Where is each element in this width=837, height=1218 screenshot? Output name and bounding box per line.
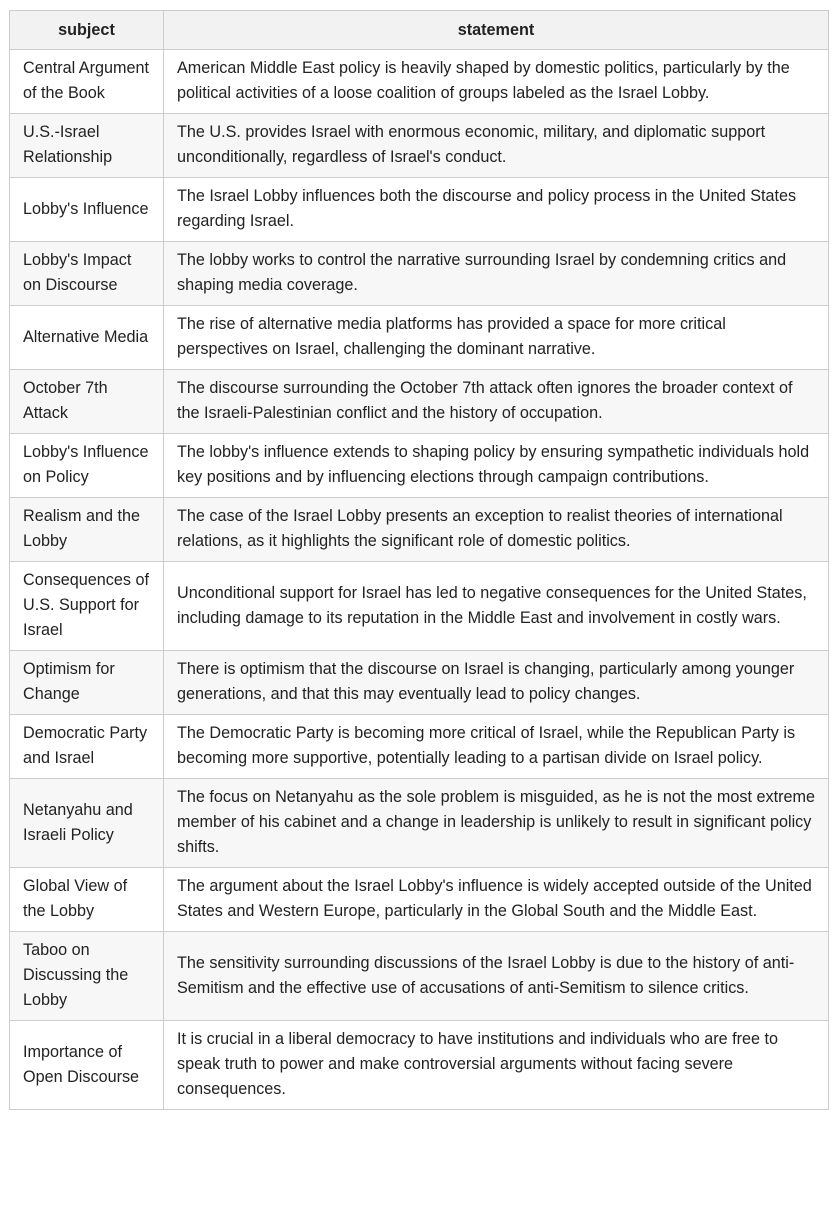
table-row xyxy=(10,178,829,242)
subject-statement-table xyxy=(9,10,829,1110)
subject-cell: Global View of the Lobby xyxy=(10,868,164,932)
statement-cell: Unconditional support for Israel has led to negative consequences for the United States, including damage to its reputation in the Middle East and involvement in costly wars. xyxy=(164,562,829,651)
statement-cell: The sensitivity surrounding discussions of the Israel Lobby is due to the history of anti-Semitism and the effective use of accusations of anti-Semitism to silence critics. xyxy=(164,932,829,1021)
table-row xyxy=(10,1021,829,1110)
statement-cell: The U.S. provides Israel with enormous economic, military, and diplomatic support unconditionally, regardless of Israel's conduct. xyxy=(164,114,829,178)
column-header-statement: statement xyxy=(164,11,829,50)
subject-cell: Optimism for Change xyxy=(10,651,164,715)
statement-cell: The lobby's influence extends to shaping policy by ensuring sympathetic individuals hold key positions and by influencing elections through campaign contributions. xyxy=(164,434,829,498)
statement-cell: It is crucial in a liberal democracy to have institutions and individuals who are free to speak truth to power and make controversial arguments without facing severe consequences. xyxy=(164,1021,829,1110)
statement-cell: The rise of alternative media platforms has provided a space for more critical perspectives on Israel, challenging the dominant narrative. xyxy=(164,306,829,370)
statement-cell: There is optimism that the discourse on Israel is changing, particularly among younger generations, and that this may eventually lead to policy changes. xyxy=(164,651,829,715)
table-row xyxy=(10,50,829,114)
statement-cell: The lobby works to control the narrative surrounding Israel by condemning critics and shaping media coverage. xyxy=(164,242,829,306)
subject-cell: Realism and the Lobby xyxy=(10,498,164,562)
subject-cell: Central Argument of the Book xyxy=(10,50,164,114)
subject-cell: Importance of Open Discourse xyxy=(10,1021,164,1110)
table-row xyxy=(10,114,829,178)
statement-cell: The focus on Netanyahu as the sole problem is misguided, as he is not the most extreme member of his cabinet and a change in leadership is unlikely to result in significant policy shifts. xyxy=(164,779,829,868)
statement-cell: The Democratic Party is becoming more critical of Israel, while the Republican Party is becoming more supportive, potentially leading to a partisan divide on Israel policy. xyxy=(164,715,829,779)
subject-cell: Lobby's Influence xyxy=(10,178,164,242)
subject-cell: U.S.-Israel Relationship xyxy=(10,114,164,178)
header-row xyxy=(10,11,829,50)
statement-cell: The Israel Lobby influences both the discourse and policy process in the United States regarding Israel. xyxy=(164,178,829,242)
statement-cell: The discourse surrounding the October 7th attack often ignores the broader context of the Israeli-Palestinian conflict and the history of occupation. xyxy=(164,370,829,434)
table-row xyxy=(10,306,829,370)
table-row xyxy=(10,370,829,434)
table-row xyxy=(10,932,829,1021)
subject-cell: Lobby's Influence on Policy xyxy=(10,434,164,498)
statement-cell: The argument about the Israel Lobby's influence is widely accepted outside of the United States and Western Europe, particularly in the Global South and the Middle East. xyxy=(164,868,829,932)
table-row xyxy=(10,651,829,715)
subject-cell: Taboo on Discussing the Lobby xyxy=(10,932,164,1021)
table-header xyxy=(10,11,829,50)
table-body xyxy=(10,50,829,1110)
subject-cell: October 7th Attack xyxy=(10,370,164,434)
subject-cell: Alternative Media xyxy=(10,306,164,370)
table-row xyxy=(10,562,829,651)
table-row xyxy=(10,868,829,932)
table-row xyxy=(10,715,829,779)
table-container xyxy=(9,10,828,1110)
subject-cell: Lobby's Impact on Discourse xyxy=(10,242,164,306)
statement-cell: American Middle East policy is heavily shaped by domestic politics, particularly by the political activities of a loose coalition of groups labeled as the Israel Lobby. xyxy=(164,50,829,114)
subject-cell: Netanyahu and Israeli Policy xyxy=(10,779,164,868)
column-header-subject: subject xyxy=(10,11,164,50)
table-row xyxy=(10,434,829,498)
table-row xyxy=(10,498,829,562)
subject-cell: Consequences of U.S. Support for Israel xyxy=(10,562,164,651)
subject-cell: Democratic Party and Israel xyxy=(10,715,164,779)
statement-cell: The case of the Israel Lobby presents an exception to realist theories of international relations, as it highlights the significant role of domestic politics. xyxy=(164,498,829,562)
table-row xyxy=(10,242,829,306)
table-row xyxy=(10,779,829,868)
